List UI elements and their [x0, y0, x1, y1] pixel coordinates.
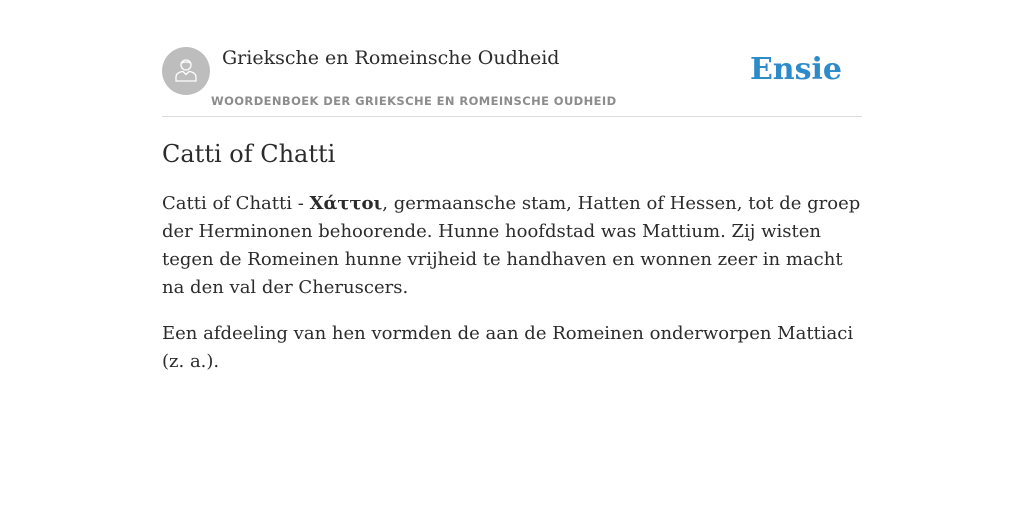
article-paragraph-1 [162, 190, 862, 302]
site-subtitle: WOORDENBOEK DER GRIEKSCHE EN ROMEINSCHE OUDHEID [211, 94, 617, 108]
article [162, 138, 862, 394]
article-title: Catti of Chatti [162, 140, 336, 168]
brand-logo[interactable]: Ensie [749, 52, 842, 87]
site-header [162, 46, 862, 117]
article-paragraph-2: Een afdeeling van hen vormden de aan de Romeinen onderworpen Mattiaci (z. a.). [162, 323, 854, 372]
user-icon [172, 55, 200, 87]
greek-term: Χάττοι [309, 193, 383, 214]
site-title[interactable]: Grieksche en Romeinsche Oudheid [222, 47, 560, 69]
paragraph-lead: Catti of Chatti - [162, 193, 310, 214]
avatar[interactable] [162, 47, 210, 95]
paragraph-body: , germaansche stam, Hatten of Hessen, tot de groep der Herminonen behoorende. Hunne hoofdstad was Mattium. Zij wisten tegen de Romeinen hunne vrijheid te handhaven en wonnen zeer in macht na den val der Cheruscers. [162, 193, 861, 298]
